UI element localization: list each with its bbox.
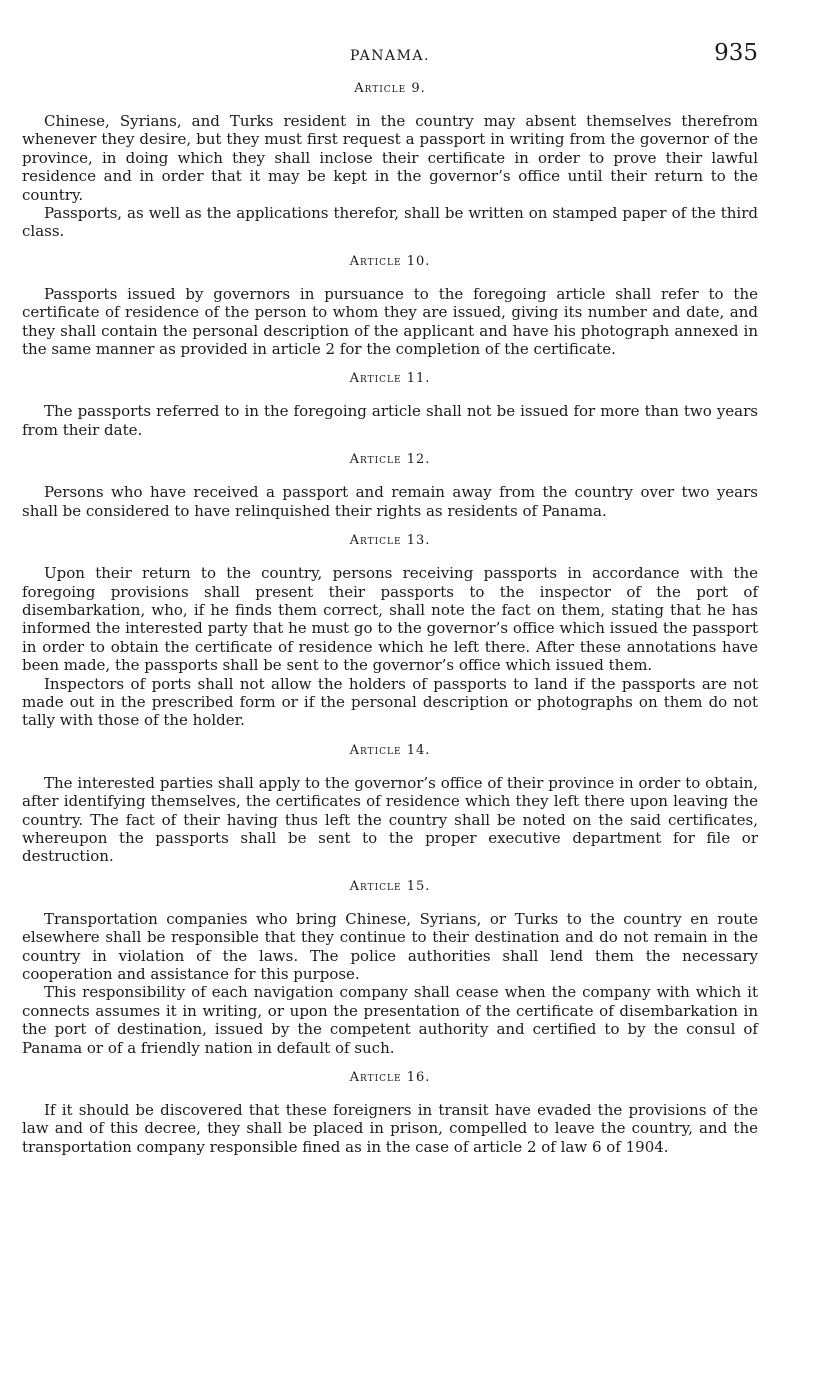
article-paragraph: The passports referred to in the foregoing article shall not be issued for more than two years from their date. (22, 402, 758, 439)
article-heading: Article 14. (349, 742, 431, 758)
article-15 (22, 878, 758, 1057)
article-paragraph: Transportation companies who bring Chinese, Syrians, or Turks to the country en route elsewhere shall be responsible that they continue to their destination and do not remain in the country in violation of the laws. The police authorities shall lend them the necessary cooperation and assistance for this purpose. (22, 909, 758, 983)
article-14 (22, 742, 758, 866)
article-paragraph: This responsibility of each navigation company shall cease when the company with which it connects assumes it in writing, or upon the presentation of the certificate of disembarkation in the port of destination, issued by the competent authority and certified to by the consul of Panama or of a friendly nation in default of such. (22, 983, 758, 1057)
article-16 (22, 1069, 758, 1156)
article-heading: Article 15. (349, 878, 431, 894)
article-heading: Article 11. (349, 371, 431, 387)
article-paragraph: Chinese, Syrians, and Turks resident in the country may absent themselves therefrom whenever they desire, but they must first request a passport in writing from the governor of the province, in doing which they shall inclose their certificate in order to prove their lawful residence and in order that it may be kept in the governor’s office until their return to the country. (22, 112, 758, 204)
article-paragraph: Persons who have received a passport and remain away from the country over two years shall be considered to have relinquished their rights as residents of Panama. (22, 483, 758, 520)
article-11 (22, 370, 758, 439)
article-9 (22, 80, 758, 241)
running-header (22, 40, 758, 80)
article-heading: Article 16. (349, 1070, 431, 1086)
article-paragraph: Inspectors of ports shall not allow the holders of passports to land if the passports are not made out in the prescribed form or if the personal description or photographs on them do not tally with those of the holder. (22, 674, 758, 730)
running-title: PANAMA. (349, 48, 430, 64)
page-number: 935 (714, 40, 758, 66)
article-heading: Article 10. (349, 253, 431, 269)
article-heading: Article 13. (349, 533, 431, 549)
article-13 (22, 532, 758, 730)
article-10 (22, 253, 758, 359)
article-12 (22, 451, 758, 520)
article-paragraph: Upon their return to the country, persons receiving passports in accordance with the foregoing provisions shall present their passports to the inspector of the port of disembarkation, who, if he finds them correct, shall note the fact on them, stating that he has informed the interested party that he must go to the governor’s office which issued the passport in order to obtain the certificate of residence which he left there. After these annotations have been made, the passports shall be sent to the governor’s office which issued them. (22, 564, 758, 675)
article-paragraph: If it should be discovered that these foreigners in transit have evaded the provisions of the law and of this decree, they shall be placed in prison, compelled to leave the country, and the transportation company responsible fined as in the case of article 2 of law 6 of 1904. (22, 1101, 758, 1156)
article-heading: Article 9. (354, 81, 426, 96)
article-paragraph: Passports issued by governors in pursuance to the foregoing article shall refer to the certificate of residence of the person to whom they are issued, giving its number and date, and they shall contain the personal description of the applicant and have his photograph annexed in the same manner as provided in article 2 for the completion of the certificate. (22, 284, 758, 359)
document-page (22, 0, 758, 1160)
article-paragraph: The interested parties shall apply to the governor’s office of their province in order to obtain, after identifying themselves, the certificates of residence which they left there upon leaving the country. The fact of their having thus left the country shall be noted on the said certificates, whereupon the passports shall be sent to the proper executive department for file or destruction. (22, 773, 758, 866)
article-paragraph: Passports, as well as the applications therefor, shall be written on stamped paper of the third class. (22, 204, 758, 241)
article-heading: Article 12. (349, 452, 431, 468)
